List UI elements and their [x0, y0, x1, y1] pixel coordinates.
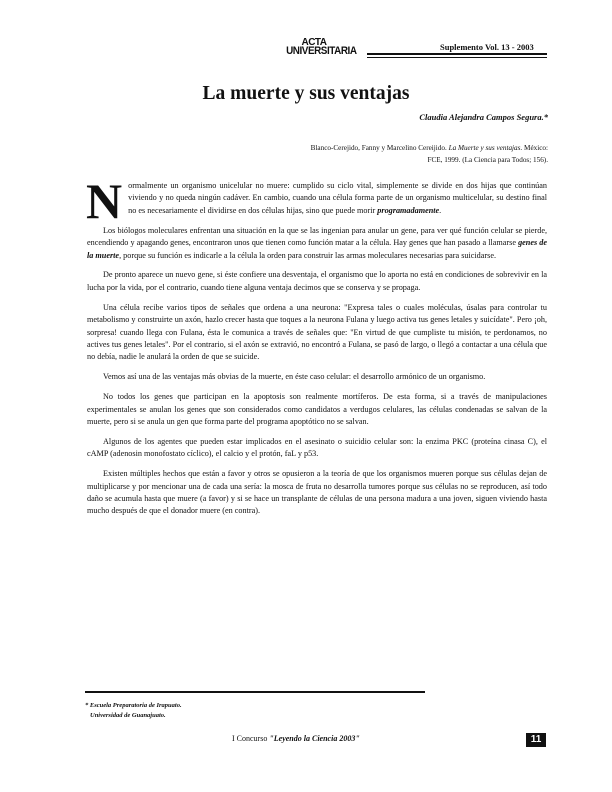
page-number: 11 [526, 733, 546, 747]
footnote-line-2: Universidad de Guanajuato. [90, 712, 166, 719]
paragraph-2: Los biólogos moleculares enfrentan una situación en la que se las ingenian para anular un gene, para ver qué función celular se pierde, encendiendo y apagando genes, encontraron unos que tienen como función matar a la célula. Hay genes que han pasado a llamarse genes de la muerte, porque su función es indicarle a la célula la orden para construir las armas moleculares necesarias para suicidarse. [87, 225, 547, 260]
footnote [85, 701, 182, 721]
footer-prefix: I Concurso [232, 734, 270, 743]
paragraph-5: Vemos así una de las ventajas más obvias de la muerte, en éste caso celular: el desarrollo armónico de un organismo. [103, 372, 486, 382]
reference-details: México: FCE, 1999. (La Ciencia para Todos; 156). [427, 144, 548, 164]
paragraph-7: Algunos de los agentes que pueden estar implicados en el asesinato o suicidio celular son: la enzima PKC (proteína cinasa C), el cAMP (adenosin monofostato cíclico), el calcio y el protón, faL y p53. [87, 436, 547, 459]
footnote-rule [85, 691, 425, 693]
paragraph-6: No todos los genes que participan en la apoptosis son realmente mortíferos. De esta forma, si a través de manipulaciones experimentales se anulan los genes que son considerados como candidatos a verdugos celulares, las células condenadas se salvan de la muerte, pero si se anula un gen que forma parte del programa apoptótico no se salvan. [87, 392, 547, 426]
drop-cap: N [86, 173, 123, 229]
header-rule [367, 53, 547, 55]
page-footer [232, 734, 360, 743]
author-name: Claudia Alejandra Campos Segura.* [419, 112, 548, 122]
header-rule-thin [367, 57, 547, 58]
article-body [86, 173, 547, 525]
reference-citation [298, 142, 548, 166]
volume-label: Suplemento Vol. 13 - 2003 [440, 42, 534, 52]
footer-contest: "Leyendo la Ciencia 2003" [269, 734, 360, 743]
emphasis: programadamente [377, 205, 440, 215]
paragraph-1: Normalmente un organismo unicelular no muere: cumplido su ciclo vital, simplemente se divide en dos hijas que continúan viviendo y no queda ningún cadáver. En cambio, cuando una célula forma parte de un organismo multicelular, su destino final no es necesariamente el dividirse en dos células hijas, sino que puede morir programadamente. [86, 173, 547, 229]
logo-line-2: UNIVERSITARIA [286, 45, 357, 57]
paragraph-4: Una célula recibe varios tipos de señales que ordena a una neurona: "Expresa tales o cuales moléculas, úsalas para controlar tu metabolismo y construirte un axón, hazlo crecer hasta que toques a la neurona Fulana y luego activa tus genes letales y suicídate". Pero ¡oh, sorpresa! cuando llega con Fulana, ésta le comunica a través de señales que: "En virtud de que cumpliste tu misión, te perdonamos, no actives tus genes letales". Por el contrario, si el axón se extravió, no encontró a Fulana, se pasó de largo, o llegó a contactar a una célula que no debía, nadie le anulará la orden de que se suicide. [87, 302, 547, 362]
page-title: La muerte y sus ventajas [202, 83, 410, 104]
emphasis: genes de la muerte [87, 238, 547, 260]
reference-book-title: La Muerte y sus ventajas. [448, 144, 523, 152]
footnote-line-1: * Escuela Preparatoria de Irapuato. [85, 702, 182, 709]
paragraph-3: De pronto aparece un nuevo gene, si éste confiere una desventaja, el organismo que lo aporta no está en condiciones de sobrevivir en la lucha por la vida, por el contrario, cuando tiene alguna ventaja decimos que se conserva y se propaga. [87, 270, 547, 292]
logo-line-1: ACTA [301, 37, 327, 48]
journal-logo [283, 37, 357, 57]
paragraph-8: Existen múltiples hechos que están a favor y otros se opusieron a la teoría de que los organismos mueren porque sus células dejan de multiplicarse y por mencionar una de cada una sería: la mosca de fruta no desarrolla tumores porque sus células no se reproducen, así todo daño se acumula hasta que muere (a favor) y si se hace un transplante de células de una persona madura a una joven, siguen viviendo hasta mucho después de que el donador muere (en contra). [87, 469, 547, 516]
reference-authors: Blanco-Cerejido, Fanny y Marcelino Cereijido. [310, 144, 449, 152]
